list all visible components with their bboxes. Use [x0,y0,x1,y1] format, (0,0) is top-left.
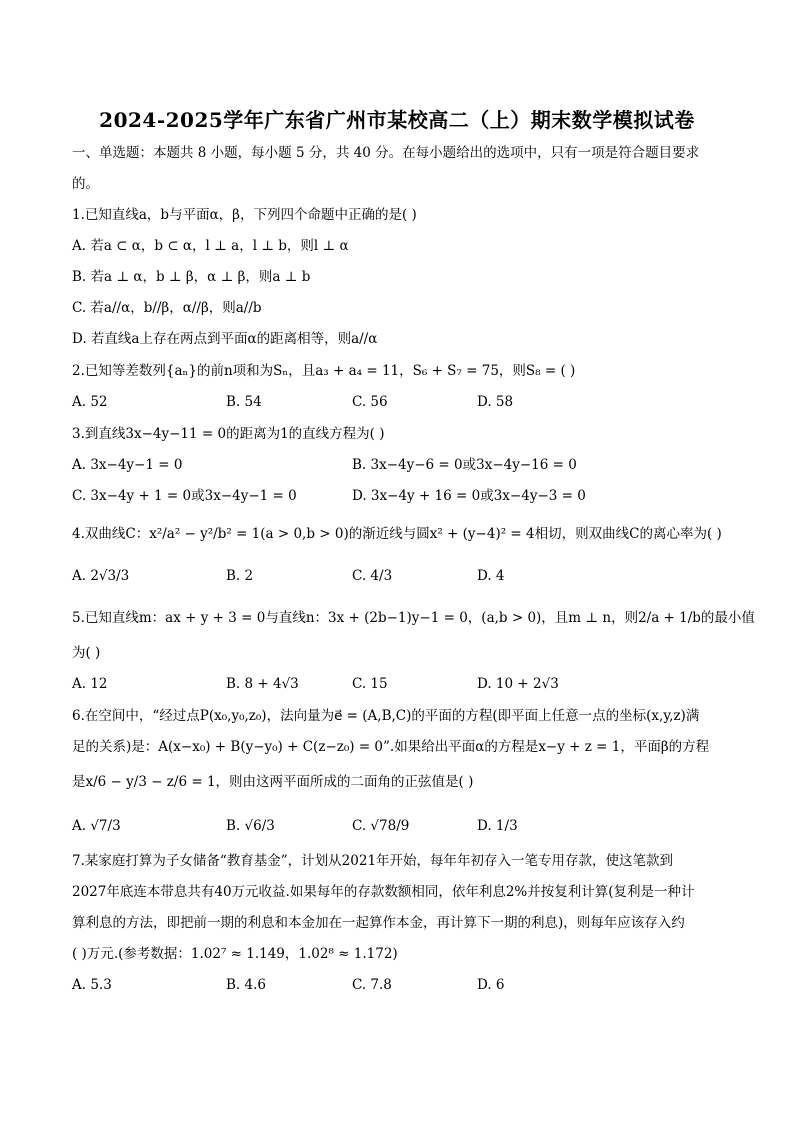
q3-option-a: A. 3x−4y−1 = 0 [72,457,183,473]
q4-option-d: D. 4 [477,568,505,584]
q7-option-c: C. 7.8 [352,977,392,993]
q5-option-d: D. 10 + 2√3 [477,676,559,692]
q7-stem: 7.某家庭打算为子女储备“教育基金”，计划从2021年开始，每年年初存入一笔专用存款，使这笔款到 [72,853,674,869]
section-heading-cont: 的。 [72,176,99,192]
q4-stem: 4.双曲线C：x²/a² − y²/b² = 1(a > 0,b > 0)的渐近线与圆x² + (y−4)² = 4相切，则双曲线C的离心率为( ) [72,526,722,542]
q6-stem-cont1: 足的关系)是：A(x−x₀) + B(y−y₀) + C(z−z₀) = 0”.如果给出平面α的方程是x−y + z = 1，平面β的方程 [72,739,710,755]
q6-stem: 6.在空间中，“经过点P(x₀,y₀,z₀)，法向量为e⃗ = (A,B,C)的平面的方程(即平面上任意一点的坐标(x,y,z)满 [72,708,700,724]
q7-option-a: A. 5.3 [72,977,112,993]
q1-option-c: C. 若a//α，b//β，α//β，则a//b [72,300,262,316]
q3-option-d: D. 3x−4y + 16 = 0或3x−4y−3 = 0 [352,488,586,504]
q5-stem: 5.已知直线m：ax + y + 3 = 0与直线n：3x + (2b−1)y−1 = 0，(a,b > 0)，且m ⊥ n，则2/a + 1/b的最小值 [72,610,755,626]
q7-option-d: D. 6 [477,977,505,993]
q7-stem-cont1: 2027年底连本带息共有40万元收益.如果每年的存款数额相同，依年利息2%并按复利计算(复利是一种计 [72,884,695,900]
q3-option-b: B. 3x−4y−6 = 0或3x−4y−16 = 0 [352,457,577,473]
section-heading: 一、单选题：本题共 8 小题，每小题 5 分，共 40 分。在每小题给出的选项中，只有一项是符合题目要求 [72,145,700,161]
q2-option-a: A. 52 [72,394,108,410]
q7-stem-cont2: 算利息的方法，即把前一期的利息和本金加在一起算作本金，再计算下一期的利息)，则每年应该存入约 [72,915,685,931]
q5-option-a: A. 12 [72,676,108,692]
q2-option-c: C. 56 [352,394,388,410]
q6-option-a: A. √7/3 [72,818,121,834]
q6-option-d: D. 1/3 [477,818,518,834]
q1-option-b: B. 若a ⊥ α，b ⊥ β，α ⊥ β，则a ⊥ b [72,269,311,285]
q7-stem-cont3: ( )万元.(参考数据：1.02⁷ ≈ 1.149，1.02⁸ ≈ 1.172) [72,946,398,962]
q4-option-c: C. 4/3 [352,568,393,584]
q2-option-b: B. 54 [226,394,262,410]
q3-option-c: C. 3x−4y + 1 = 0或3x−4y−1 = 0 [72,488,297,504]
q4-option-b: B. 2 [226,568,254,584]
q6-option-c: C. √78/9 [352,818,410,834]
q6-stem-cont2: 是x/6 − y/3 − z/6 = 1，则由这两平面所成的二面角的正弦值是( ) [72,774,474,790]
q5-option-c: C. 15 [352,676,388,692]
q5-stem-cont: 为( ) [72,645,101,661]
q1-option-d: D. 若直线a上存在两点到平面α的距离相等，则a//α [72,331,378,347]
q7-option-b: B. 4.6 [226,977,266,993]
q1-stem: 1.已知直线a，b与平面α，β，下列四个命题中正确的是( ) [72,207,417,223]
q1-option-a: A. 若a ⊂ α，b ⊂ α，l ⊥ a，l ⊥ b，则l ⊥ α [72,238,349,254]
q5-option-b: B. 8 + 4√3 [226,676,299,692]
q3-stem: 3.到直线3x−4y−11 = 0的距离为1的直线方程为( ) [72,426,385,442]
q4-option-a: A. 2√3/3 [72,568,130,584]
q6-option-b: B. √6/3 [226,818,275,834]
q2-option-d: D. 58 [477,394,514,410]
exam-title: 2024-2025学年广东省广州市某校高二（上）期末数学模拟试卷 [99,108,695,132]
q2-stem: 2.已知等差数列{aₙ}的前n项和为Sₙ，且a₃ + a₄ = 11，S₆ + S₇ = 75，则S₈ = ( ) [72,363,576,379]
